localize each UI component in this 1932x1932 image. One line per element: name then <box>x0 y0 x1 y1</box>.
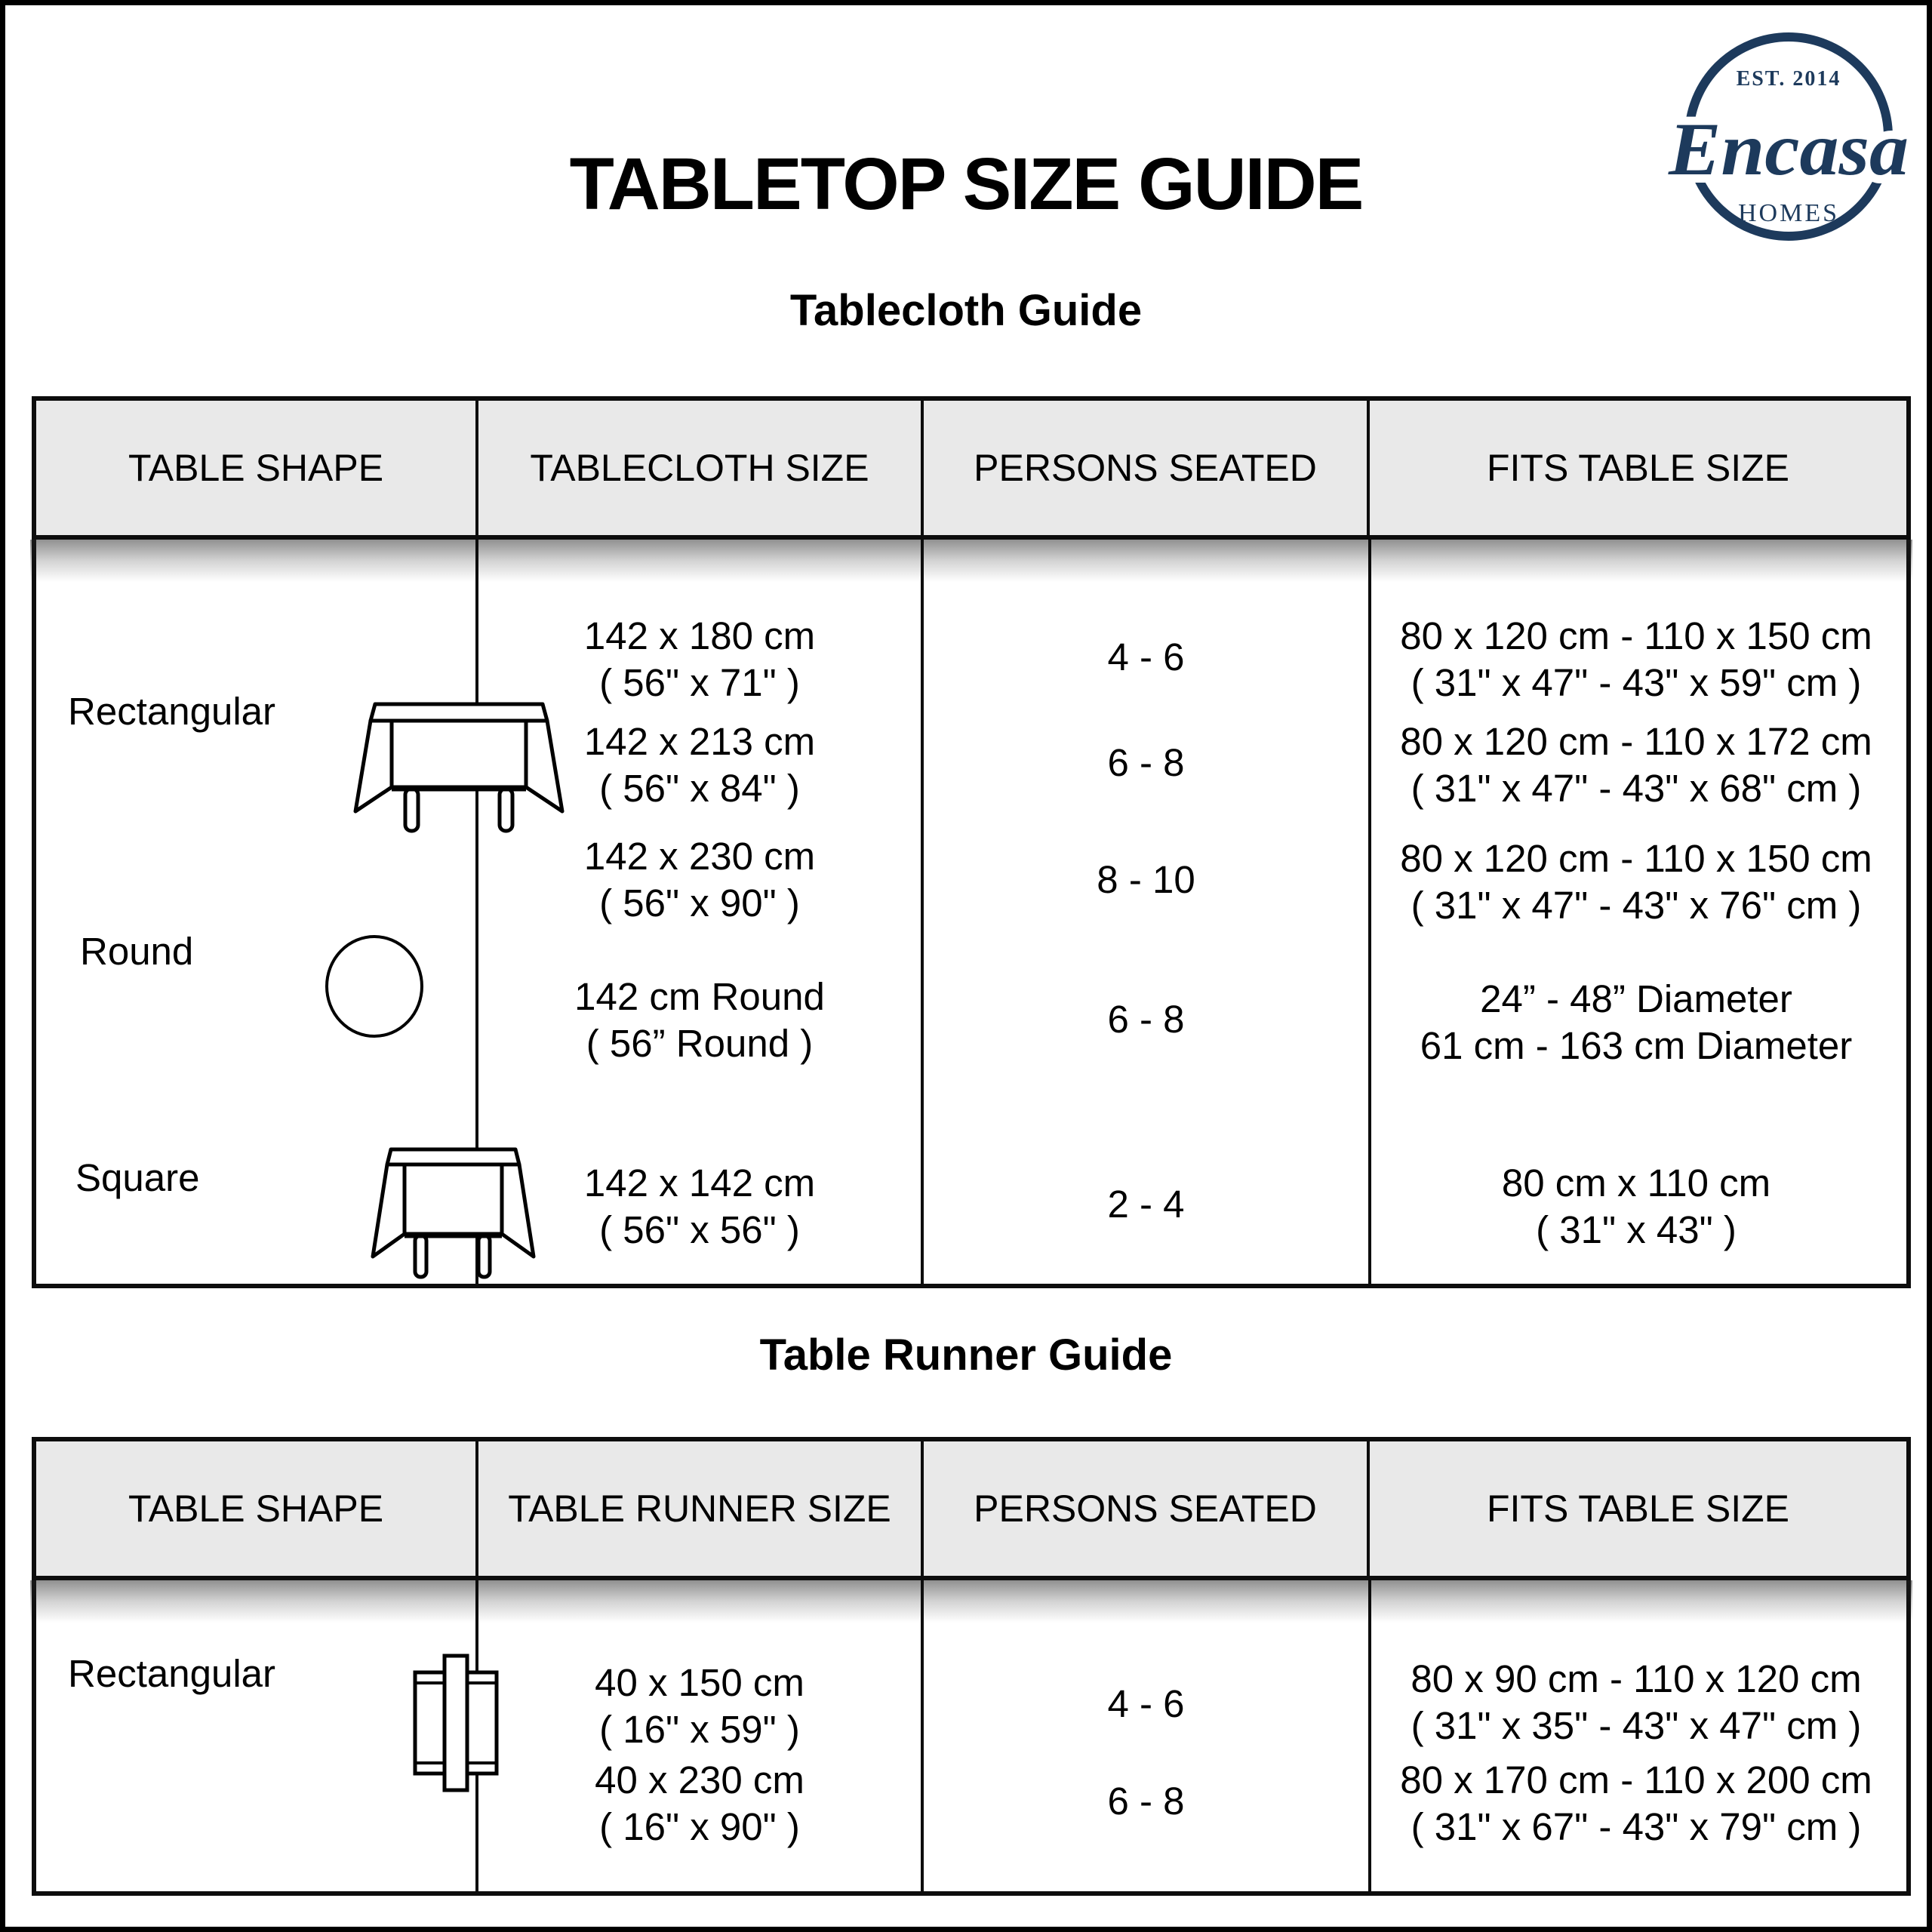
header-fits-table-size: FITS TABLE SIZE <box>1486 1487 1790 1530</box>
persons-seated-value: 6 - 8 <box>1107 1780 1185 1823</box>
runner-size-entry: 40 x 150 cm ( 16" x 59" ) <box>595 1661 804 1751</box>
table-runner-guide-title: Table Runner Guide <box>759 1331 1173 1380</box>
tablecloth-size-entry: 142 x 180 cm ( 56" x 71" ) <box>583 614 816 704</box>
logo-brand-name: Encasa <box>1667 107 1909 191</box>
persons-seated-value: 6 - 8 <box>1107 998 1185 1041</box>
shape-label-square: Square <box>75 1156 200 1199</box>
header-persons-seated: PERSONS SEATED <box>924 401 1370 535</box>
runner-table-header <box>32 1437 1911 1580</box>
tablecloth-size-entry: 142 x 230 cm ( 56" x 90" ) <box>583 835 816 924</box>
persons-seated-value: 6 - 8 <box>1107 741 1185 784</box>
shape-label-round: Round <box>80 930 194 973</box>
fits-table-size-entry: 80 x 120 cm - 110 x 150 cm ( 31" x 47" - 43" x 59" cm ) <box>1400 614 1872 704</box>
encasa-logo-icon <box>1666 26 1915 260</box>
tablecloth-size-entry: 142 x 213 cm ( 56" x 84" ) <box>583 720 816 810</box>
fits-table-size-entry: 24” - 48” Diameter 61 cm - 163 cm Diameter <box>1420 977 1853 1067</box>
round-table-icon <box>321 934 427 1039</box>
header-persons-seated: PERSONS SEATED <box>924 1441 1370 1576</box>
tablecloth-table-body <box>32 540 1911 1288</box>
tablecloth-guide-table <box>32 396 1911 1288</box>
header-tablecloth-size: TABLECLOTH SIZE <box>478 401 924 535</box>
tablecloth-table-header <box>32 396 1911 540</box>
header-table-runner-size: TABLE RUNNER SIZE <box>478 1441 924 1576</box>
header-table-shape: TABLE SHAPE <box>36 401 478 535</box>
header-drop-shadow <box>30 1580 1912 1623</box>
persons-seated-value: 8 - 10 <box>1097 858 1195 901</box>
persons-seated-value: 4 - 6 <box>1107 1682 1185 1725</box>
runner-size-entry: 40 x 230 cm ( 16" x 90" ) <box>595 1758 804 1848</box>
tablecloth-guide-title: Tablecloth Guide <box>789 286 1143 335</box>
persons-seated-value: 2 - 4 <box>1107 1183 1185 1226</box>
shape-label-rectangular: Rectangular <box>68 690 275 733</box>
logo-est-text: EST. 2014 <box>1736 67 1841 91</box>
fits-table-size-entry: 80 x 170 cm - 110 x 200 cm ( 31" x 67" - 43" x 79" cm ) <box>1400 1758 1872 1848</box>
table-runner-guide-table <box>32 1437 1911 1896</box>
column-divider <box>921 1580 924 1891</box>
runner-table-body <box>32 1580 1911 1896</box>
header-drop-shadow <box>30 540 1912 582</box>
fits-table-size-entry: 80 x 120 cm - 110 x 172 cm ( 31" x 47" - 43" x 68" cm ) <box>1400 720 1872 810</box>
page-title: TABLETOP SIZE GUIDE <box>569 143 1363 225</box>
tablecloth-size-entry: 142 cm Round ( 56” Round ) <box>574 975 825 1065</box>
fits-table-size-entry: 80 x 90 cm - 110 x 120 cm ( 31" x 35" - 43" x 47" cm ) <box>1411 1657 1862 1747</box>
fits-table-size-entry: 80 cm x 110 cm ( 31" x 43" ) <box>1501 1161 1771 1251</box>
persons-seated-value: 4 - 6 <box>1107 635 1185 678</box>
tablecloth-size-entry: 142 x 142 cm ( 56" x 56" ) <box>583 1161 816 1251</box>
shape-label-rectangular: Rectangular <box>68 1652 275 1695</box>
logo-homes-text: HOMES <box>1737 199 1840 227</box>
fits-table-size-entry: 80 x 120 cm - 110 x 150 cm ( 31" x 47" - 43" x 76" cm ) <box>1400 837 1872 927</box>
header-table-shape: TABLE SHAPE <box>36 1441 478 1576</box>
header-fits-table-size: FITS TABLE SIZE <box>1486 447 1790 489</box>
brand-logo <box>1666 26 1915 260</box>
